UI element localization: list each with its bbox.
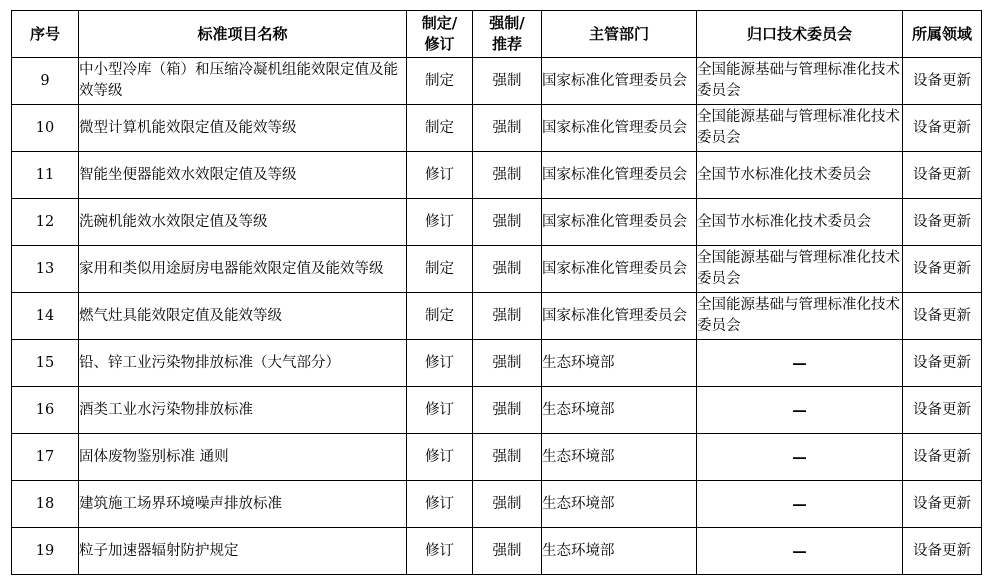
cell-name: 建筑施工场界环境噪声排放标准 bbox=[79, 481, 407, 528]
header-nature bbox=[473, 11, 542, 58]
table-row bbox=[12, 387, 982, 434]
cell-committee: — bbox=[697, 340, 903, 387]
cell-no: 19 bbox=[12, 528, 79, 575]
cell-no: 12 bbox=[12, 199, 79, 246]
table-row bbox=[12, 199, 982, 246]
header-dept: 主管部门 bbox=[542, 11, 697, 58]
cell-committee: 全国能源基础与管理标准化技术委员会 bbox=[697, 58, 903, 105]
cell-type: 修订 bbox=[407, 152, 473, 199]
header-type-line1: 制定/ bbox=[421, 14, 458, 32]
cell-no: 14 bbox=[12, 293, 79, 340]
header-nature-line2: 推荐 bbox=[491, 35, 522, 53]
header-type-line2: 修订 bbox=[424, 35, 455, 53]
cell-field: 设备更新 bbox=[903, 293, 982, 340]
cell-committee: 全国能源基础与管理标准化技术委员会 bbox=[697, 246, 903, 293]
cell-no: 16 bbox=[12, 387, 79, 434]
cell-name: 固体废物鉴别标准 通则 bbox=[79, 434, 407, 481]
cell-dept: 生态环境部 bbox=[542, 528, 697, 575]
cell-type: 制定 bbox=[407, 293, 473, 340]
cell-nature: 强制 bbox=[473, 152, 542, 199]
cell-field: 设备更新 bbox=[903, 434, 982, 481]
cell-field: 设备更新 bbox=[903, 340, 982, 387]
cell-committee: — bbox=[697, 387, 903, 434]
header-field: 所属领域 bbox=[903, 11, 982, 58]
cell-field: 设备更新 bbox=[903, 152, 982, 199]
header-name: 标准项目名称 bbox=[79, 11, 407, 58]
cell-nature: 强制 bbox=[473, 528, 542, 575]
cell-dept: 生态环境部 bbox=[542, 434, 697, 481]
cell-type: 修订 bbox=[407, 340, 473, 387]
cell-name: 智能坐便器能效水效限定值及等级 bbox=[79, 152, 407, 199]
cell-nature: 强制 bbox=[473, 387, 542, 434]
cell-committee: 全国能源基础与管理标准化技术委员会 bbox=[697, 293, 903, 340]
cell-committee: — bbox=[697, 434, 903, 481]
cell-type: 修订 bbox=[407, 481, 473, 528]
table-row bbox=[12, 434, 982, 481]
cell-dept: 国家标准化管理委员会 bbox=[542, 199, 697, 246]
cell-nature: 强制 bbox=[473, 246, 542, 293]
cell-nature: 强制 bbox=[473, 58, 542, 105]
cell-type: 修订 bbox=[407, 434, 473, 481]
header-committee: 归口技术委员会 bbox=[697, 11, 903, 58]
cell-no: 18 bbox=[12, 481, 79, 528]
cell-name: 粒子加速器辐射防护规定 bbox=[79, 528, 407, 575]
cell-nature: 强制 bbox=[473, 434, 542, 481]
table-row bbox=[12, 481, 982, 528]
cell-type: 修订 bbox=[407, 199, 473, 246]
table-header-row bbox=[12, 11, 982, 58]
cell-no: 10 bbox=[12, 105, 79, 152]
cell-nature: 强制 bbox=[473, 199, 542, 246]
cell-nature: 强制 bbox=[473, 481, 542, 528]
cell-name: 中小型冷库（箱）和压缩冷凝机组能效限定值及能效等级 bbox=[79, 58, 407, 105]
table-row bbox=[12, 528, 982, 575]
standards-table bbox=[11, 10, 982, 575]
cell-name: 微型计算机能效限定值及能效等级 bbox=[79, 105, 407, 152]
cell-field: 设备更新 bbox=[903, 528, 982, 575]
cell-dept: 生态环境部 bbox=[542, 340, 697, 387]
table-row bbox=[12, 246, 982, 293]
cell-no: 13 bbox=[12, 246, 79, 293]
cell-dept: 国家标准化管理委员会 bbox=[542, 293, 697, 340]
cell-field: 设备更新 bbox=[903, 387, 982, 434]
cell-no: 17 bbox=[12, 434, 79, 481]
cell-committee: — bbox=[697, 528, 903, 575]
cell-type: 制定 bbox=[407, 105, 473, 152]
cell-field: 设备更新 bbox=[903, 246, 982, 293]
cell-type: 修订 bbox=[407, 528, 473, 575]
cell-field: 设备更新 bbox=[903, 105, 982, 152]
table-row bbox=[12, 152, 982, 199]
cell-name: 酒类工业水污染物排放标准 bbox=[79, 387, 407, 434]
cell-name: 铅、锌工业污染物排放标准（大气部分） bbox=[79, 340, 407, 387]
cell-nature: 强制 bbox=[473, 340, 542, 387]
cell-name: 燃气灶具能效限定值及能效等级 bbox=[79, 293, 407, 340]
table-row bbox=[12, 340, 982, 387]
cell-dept: 国家标准化管理委员会 bbox=[542, 58, 697, 105]
cell-no: 11 bbox=[12, 152, 79, 199]
cell-field: 设备更新 bbox=[903, 481, 982, 528]
cell-name: 家用和类似用途厨房电器能效限定值及能效等级 bbox=[79, 246, 407, 293]
table-row bbox=[12, 293, 982, 340]
cell-dept: 国家标准化管理委员会 bbox=[542, 246, 697, 293]
cell-committee: 全国节水标准化技术委员会 bbox=[697, 152, 903, 199]
cell-no: 9 bbox=[12, 58, 79, 105]
cell-field: 设备更新 bbox=[903, 58, 982, 105]
header-type bbox=[407, 11, 473, 58]
cell-no: 15 bbox=[12, 340, 79, 387]
cell-dept: 生态环境部 bbox=[542, 387, 697, 434]
cell-dept: 国家标准化管理委员会 bbox=[542, 105, 697, 152]
table-body bbox=[12, 58, 982, 575]
cell-field: 设备更新 bbox=[903, 199, 982, 246]
table-row bbox=[12, 105, 982, 152]
cell-nature: 强制 bbox=[473, 293, 542, 340]
cell-committee: 全国节水标准化技术委员会 bbox=[697, 199, 903, 246]
header-nature-line1: 强制/ bbox=[489, 14, 525, 32]
cell-name: 洗碗机能效水效限定值及等级 bbox=[79, 199, 407, 246]
cell-type: 修订 bbox=[407, 387, 473, 434]
cell-committee: — bbox=[697, 481, 903, 528]
cell-nature: 强制 bbox=[473, 105, 542, 152]
table-row bbox=[12, 58, 982, 105]
cell-dept: 生态环境部 bbox=[542, 481, 697, 528]
cell-committee: 全国能源基础与管理标准化技术委员会 bbox=[697, 105, 903, 152]
cell-type: 制定 bbox=[407, 246, 473, 293]
cell-dept: 国家标准化管理委员会 bbox=[542, 152, 697, 199]
header-no: 序号 bbox=[12, 11, 79, 58]
cell-type: 制定 bbox=[407, 58, 473, 105]
